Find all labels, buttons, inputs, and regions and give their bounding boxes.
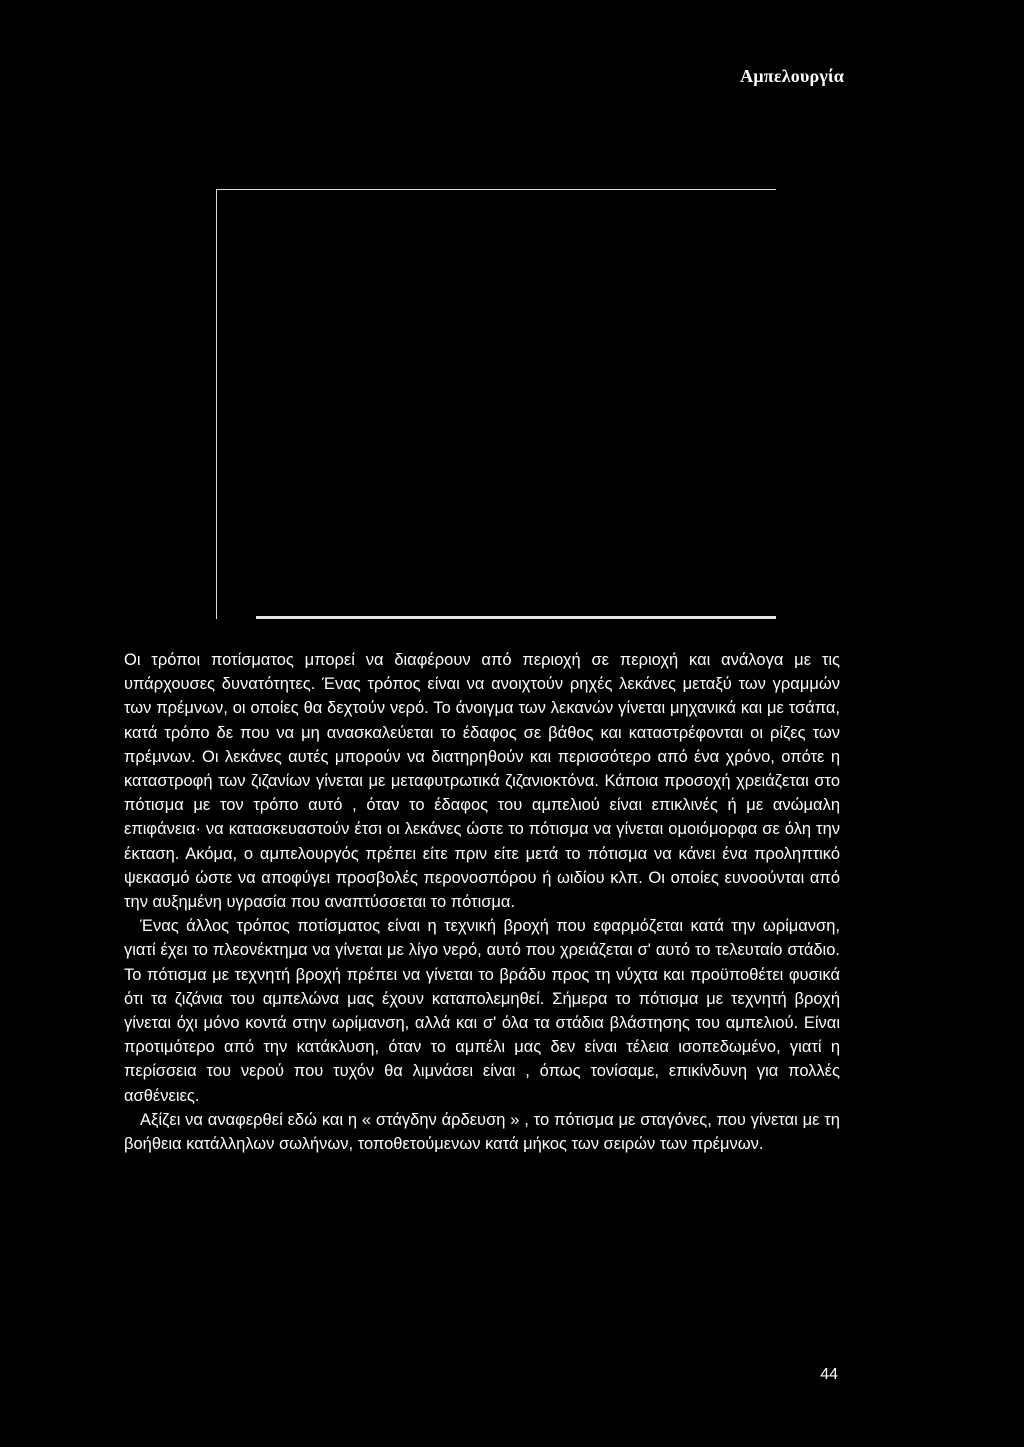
page-number: 44 [820, 1366, 838, 1383]
frame-top-rule [216, 189, 776, 190]
running-header: Αμπελουργία [740, 66, 844, 86]
paragraph: Ένας άλλος τρόπος ποτίσματος είναι η τεχνική βροχή που εφαρμόζεται κατά την ωρίμανση, γιατί έχει το πλεονέκτημα να γίνεται με λίγο νερό, αυτό που χρειάζεται σ' αυτό το τελευταίο στάδιο. Το πότισμα με τεχνητή βροχή πρέπει να γίνεται το βράδυ προς τη νύχτα και προϋποθέτει φυσικά ότι τα ζιζάνια του αμπελώνα μας έχουν καταπολεμηθεί. Σήμερα το πότισμα με τεχνητή βροχή γίνεται όχι μόνο κοντά στην ωρίμανση, αλλά και σ' όλα τα στάδια βλάστησης του αμπελιού. Είναι προτιμότερο από την κατάκλυση, όταν το αμπέλι μας δεν είναι τέλεια ισοπεδωμένο, γιατί η περίσσεια του νερού που τυχόν θα λιμνάσει είναι , όπως τονίσαμε, επικίνδυνη για πολλές ασθένειες. [124, 917, 840, 1105]
figure-frame [216, 189, 776, 619]
frame-left-rule [216, 189, 217, 619]
paragraph: Οι τρόποι ποτίσματος μπορεί να διαφέρουν από περιοχή σε περιοχή και ανάλογα με τις υπάρχουσες δυνατότητες. Ένας τρόπος είναι να ανοιχτούν ρηχές λεκάνες μεταξύ των γραμμών των πρέμνων, οι οποίες θα δεχτούν νερό. Το άνοιγμα των λεκανών γίνεται μηχανικά και με τσάπα, κατά τρόπο δε που να μη ανασκαλεύεται το έδαφος σε βάθος και καταστρέφονται οι ρίζες των πρέμνων. Οι λεκάνες αυτές μπορούν να διατηρηθούν και περισσότερο από ένα χρόνο, οπότε η καταστροφή των ζιζανίων γίνεται με μεταφυτρωτικά ζιζανιοκτόνα. Κάποια προσοχή χρειάζεται στο πότισμα με τον τρόπο αυτό , όταν το έδαφος του αμπελιού είναι επικλινές ή με ανώμαλη επιφάνεια· να κατασκευαστούν έτσι οι λεκάνες ώστε το πότισμα να γίνεται ομοιόμορφα σε όλη την έκταση. Ακόμα, ο αμπελουργός πρέπει είτε πριν είτε μετά το πότισμα να κάνει ένα προληπτικό ψεκασμό ώστε να αποφύγει προσβολές περονοσπόρου ή ωιδίου κλπ. Οι οποίες ευνοούνται από την αυξημένη υγρασία που αναπτύσσεται το πότισμα. [124, 651, 840, 912]
body-text [124, 648, 840, 1156]
frame-bottom-rule-right [662, 616, 776, 619]
paragraph: Αξίζει να αναφερθεί εδώ και η « στάγδην άρδευση » , το πότισμα με σταγόνες, που γίνεται με τη βοήθεια κατάλληλων σωλήνων, τοποθετούμενων κατά μήκος των σειρών των πρέμνων. [124, 1110, 840, 1154]
frame-bottom-rule [256, 616, 668, 619]
